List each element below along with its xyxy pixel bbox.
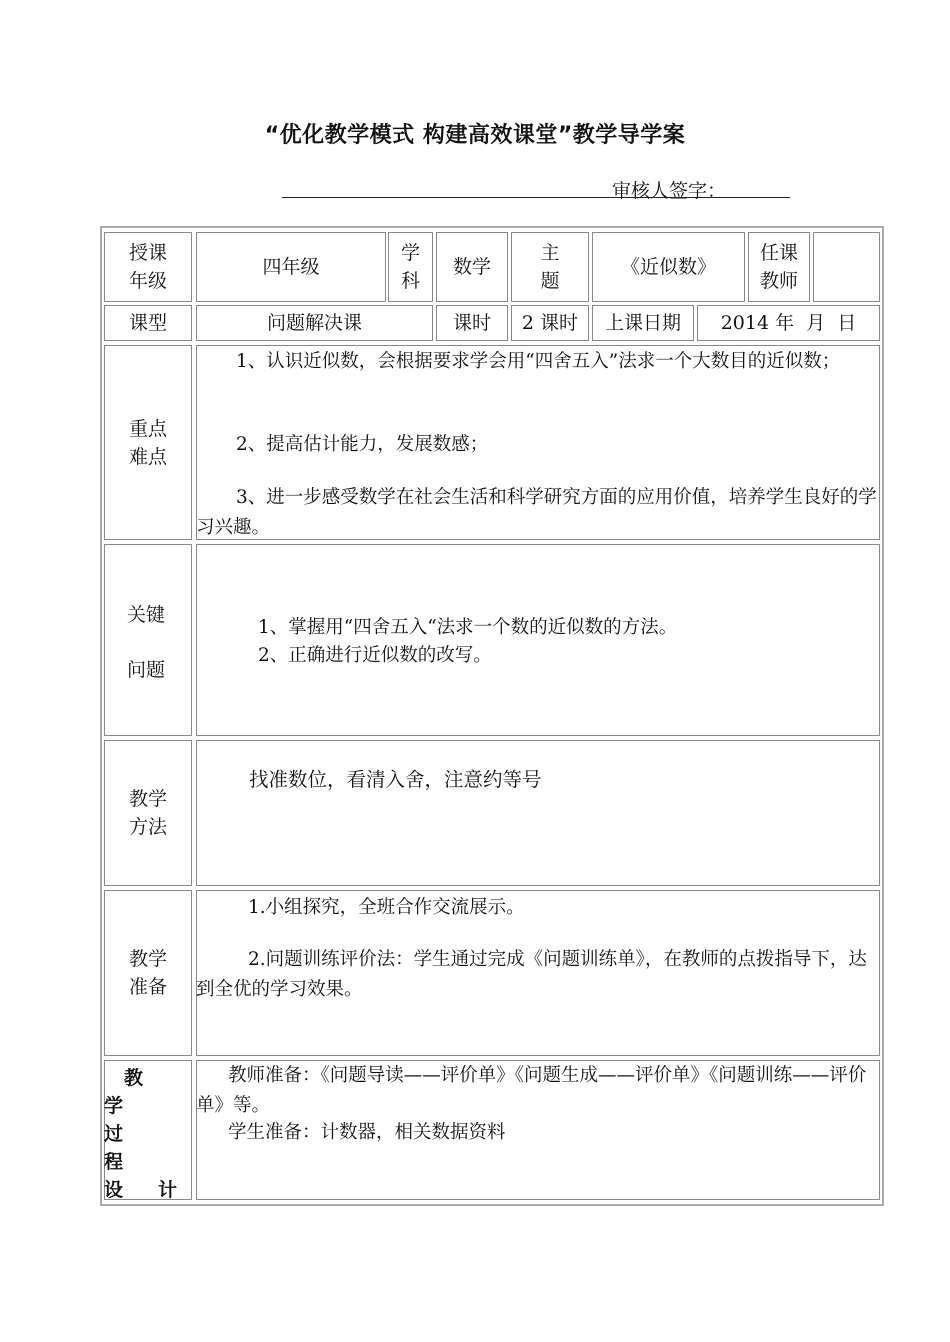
process-item: 学生准备：计数器，相关数据资料 — [228, 1122, 506, 1143]
subject-label: 学 科 — [388, 232, 433, 302]
process-label-char: 设 — [104, 1179, 124, 1201]
reviewer-signature-label: 审核人签字： — [612, 180, 727, 202]
process-label-char: 计 — [158, 1179, 178, 1201]
grade-value: 四年级 — [196, 232, 386, 302]
grade-label: 授课 年级 — [104, 232, 192, 302]
teaching-methods-cell — [196, 740, 880, 886]
teaching-methods-label: 教学 方法 — [104, 740, 192, 886]
class-type-label: 课型 — [104, 305, 192, 341]
class-date-value: 2014 年 月 日 — [697, 305, 880, 341]
key-questions-label-bottom: 问题 — [126, 659, 165, 681]
class-hours-label: 课时 — [436, 305, 508, 341]
process-label-char: 教 — [124, 1067, 144, 1089]
process-label-char: 学 — [104, 1095, 124, 1117]
process-item: 教师准备：《问题导读——评价单》《问题生成——评价单》《问题训练——评价单》等。 — [196, 1065, 867, 1116]
class-date-label: 上课日期 — [592, 305, 694, 341]
key-questions-label-cell — [104, 544, 192, 736]
key-question-item: 1、掌握用“四舍五入“法求一个数的近似数的方法。 — [258, 617, 678, 638]
topic-value: 《近似数》 — [592, 232, 745, 302]
key-point-item: 2、提高估计能力，发展数感； — [236, 434, 489, 455]
signature-underline — [282, 197, 790, 198]
teaching-methods-text: 找准数位，看清入舍，注意约等号 — [249, 768, 542, 791]
class-hours-value: 2 课时 — [511, 305, 589, 341]
key-question-item: 2、正确进行近似数的改写。 — [258, 645, 492, 666]
document-title: “优化教学模式 构建高效课堂”教学导学案 — [264, 123, 686, 148]
key-point-item: 1、认识近似数，会根据要求学会用“四舍五入”法求一个大数目的近似数； — [236, 351, 841, 372]
key-point-item: 3、进一步感受数学在社会生活和科学研究方面的应用价值，培养学生良好的学习兴趣。 — [196, 487, 877, 538]
teacher-label: 任课 教师 — [748, 232, 810, 302]
preparation-item: 2.问题训练评价法：学生通过完成《问题训练单》，在教师的点拨指导下，达到全优的学习效果。 — [196, 949, 867, 1000]
topic-label: 主 题 — [511, 232, 589, 302]
key-points-label: 重点 难点 — [104, 345, 192, 540]
key-questions-label-top: 关键 — [126, 604, 165, 626]
teaching-preparation-label: 教学 准备 — [104, 890, 192, 1056]
process-label-char: 过 — [104, 1123, 124, 1145]
teacher-value — [813, 232, 880, 302]
preparation-item: 1.小组探究，全班合作交流展示。 — [248, 897, 525, 918]
subject-value: 数学 — [436, 232, 508, 302]
class-type-value: 问题解决课 — [196, 305, 433, 341]
process-label-char: 程 — [104, 1151, 124, 1173]
